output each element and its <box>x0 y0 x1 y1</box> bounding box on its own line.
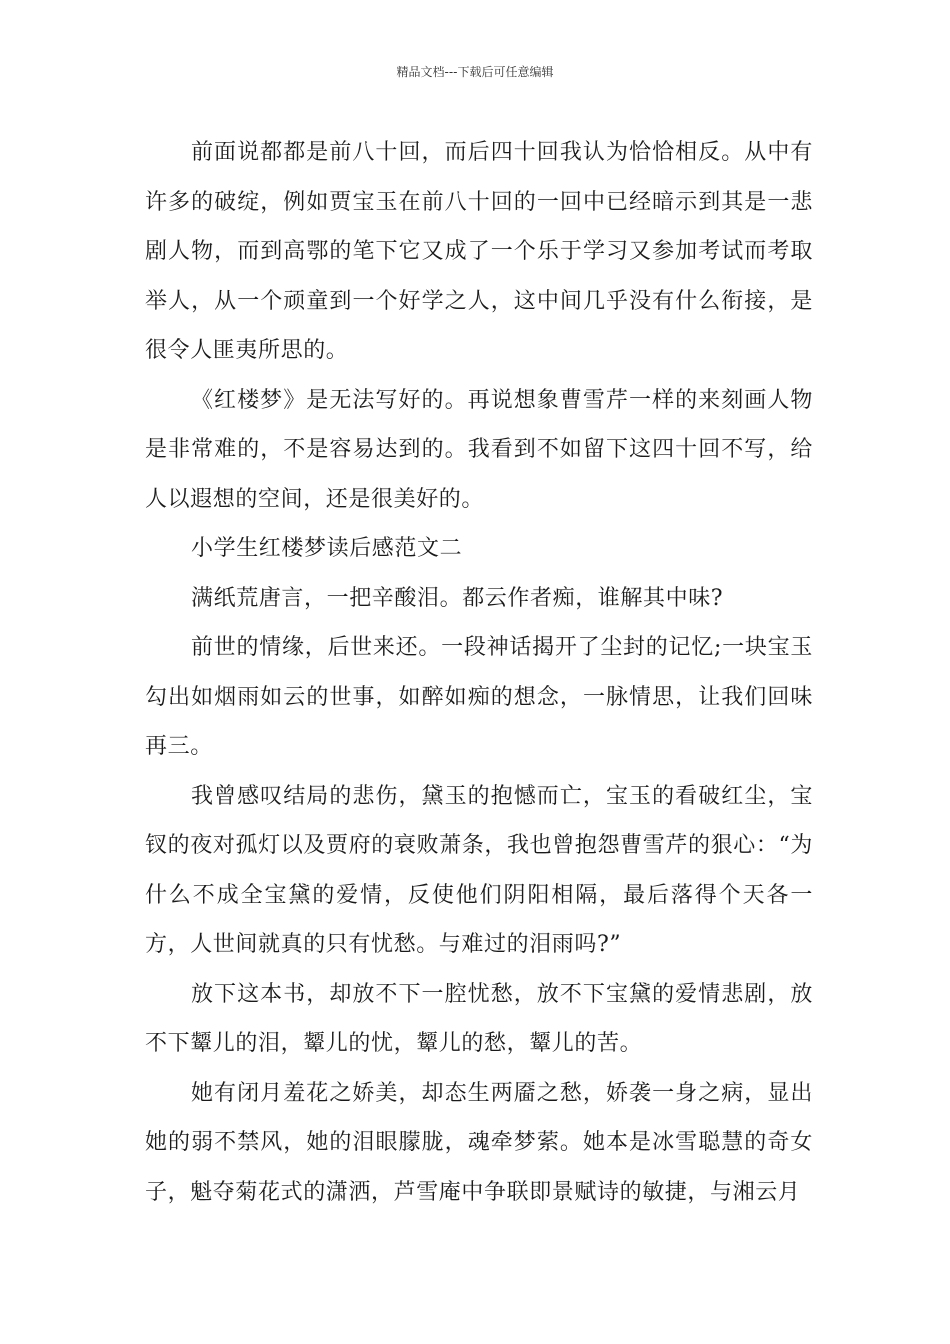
paragraph: 满纸荒唐言，一把辛酸泪。都云作者痴，谁解其中味? <box>191 585 724 611</box>
page-header: 精品文档---下载后可任意编辑 <box>396 65 554 79</box>
paragraph: 我曾感叹结局的悲伤，黛玉的抱憾而亡，宝玉的看破红尘，宝钗的夜对孤灯以及贾府的衰败萧条，我也曾抱怨曹雪芹的狠心：“为什么不成全宝黛的爱情，反使他们阴阳相隔，最后落得个天各一方，人世间就真的只有忧愁。与难过的泪雨吗?” <box>145 783 813 957</box>
paragraph: 前面说都都是前八十回，而后四十回我认为恰恰相反。从中有许多的破绽，例如贾宝玉在前八十回的一回中已经暗示到其是一悲剧人物，而到高鄂的笔下它又成了一个乐于学习又参加考试而考取举人，从一个顽童到一个好学之人，这中间几乎没有什么衔接，是很令人匪夷所思的。 <box>145 140 813 363</box>
paragraph: 放下这本书，却放不下一腔忧愁，放不下宝黛的爱情悲剧，放不下颦儿的泪，颦儿的忧，颦儿的愁，颦儿的苦。 <box>145 981 813 1056</box>
paragraph: 前世的情缘，后世来还。一段神话揭开了尘封的记忆;一块宝玉勾出如烟雨如云的世事，如醉如痴的想念，一脉情思，让我们回味再三。 <box>145 635 813 759</box>
paragraph: 《红楼梦》是无法写好的。再说想象曹雪芹一样的来刻画人物是非常难的，不是容易达到的。我看到不如留下这四十回不写，给人以遐想的空间，还是很美好的。 <box>145 387 813 512</box>
document-body <box>145 128 813 1217</box>
section-heading: 小学生红楼梦读后感范文二 <box>191 536 463 561</box>
paragraph: 她有闭月羞花之娇美，却态生两靥之愁，娇袭一身之病，显出她的弱不禁风，她的泪眼朦胧，魂牵梦萦。她本是冰雪聪慧的奇女子，魁夺菊花式的潇洒，芦雪庵中争联即景赋诗的敏捷，与湘云月 <box>145 1080 813 1205</box>
